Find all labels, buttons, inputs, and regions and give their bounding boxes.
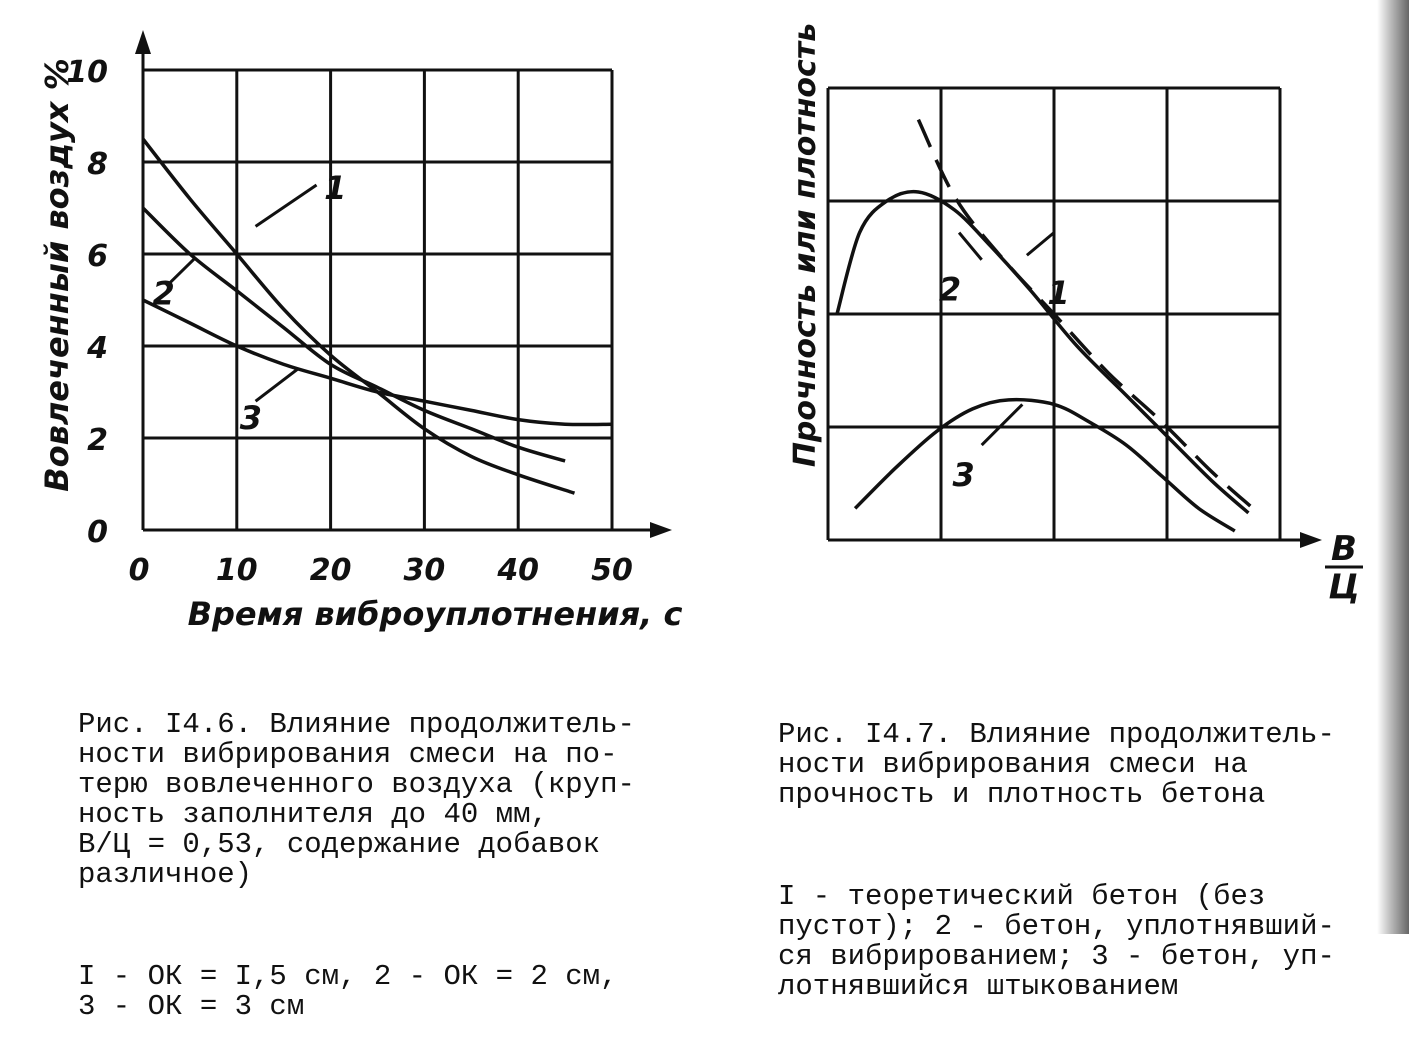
chart1-series <box>143 139 612 493</box>
chart-air-loss <box>38 30 682 633</box>
figure1-caption <box>78 650 635 1052</box>
chart1-y-axis-label: Вовлеченный воздух % <box>38 58 76 492</box>
chart1-x-tick-label: 40 <box>497 553 540 588</box>
figure2-caption-title: Рис. I4.7. Влияние продолжитель- ности вибрирования смеси на прочность и плотность бетона <box>778 718 1335 811</box>
figure1-caption-title: Рис. I4.6. Влияние продолжитель- ности вибрирования смеси на по- терю вовлеченного воздуха (круп- ность заполнителя до 40 мм, В/Ц = 0,53, содержание добавок различное) <box>78 708 635 891</box>
chart1-tick-labels <box>66 55 633 588</box>
chart1-y-tick-label: 10 <box>66 55 108 90</box>
chart1-x-tick-label: 0 <box>128 553 150 588</box>
chart2-x-label-numerator: В <box>1331 529 1357 569</box>
chart1-y-tick-label: 8 <box>87 147 108 182</box>
chart2-y-axis-label: Прочность или плотность <box>788 22 823 468</box>
chart1-x-axis-label: Время виброуплотнения, с <box>187 595 683 633</box>
chart1-y-tick-label: 4 <box>87 331 108 366</box>
chart1-series-line-2 <box>143 208 565 461</box>
chart2-series <box>837 120 1253 531</box>
chart1-y-axis-arrow <box>135 30 151 54</box>
chart2-x-axis-label <box>1325 529 1363 607</box>
chart-strength-density <box>788 23 1363 607</box>
chart1-series-label-3: 3 <box>239 398 263 437</box>
chart1-x-tick-label: 30 <box>403 553 446 588</box>
chart2-series-leader-1 <box>1027 233 1054 256</box>
chart2-series-label-2: 2 <box>938 270 962 309</box>
chart1-series-leader-1 <box>256 185 317 226</box>
chart1-y-tick-label: 2 <box>87 423 108 458</box>
chart1-series-line-3 <box>143 300 612 425</box>
chart1-series-label-2: 2 <box>152 274 175 313</box>
figure2-caption-legend: I - теоретический бетон (без пустот); 2 - бетон, уплотнявший- ся вибрированием; 3 - бетон, уп- лотнявшийся штыкованием <box>778 880 1335 1003</box>
chart1-x-axis-arrow <box>650 522 672 538</box>
chart2-axes <box>828 88 1322 548</box>
scan-shadow-edge <box>1377 0 1409 934</box>
chart1-y-tick-label: 0 <box>87 515 108 550</box>
chart1-axes <box>135 30 672 538</box>
chart1-x-tick-label: 50 <box>591 553 633 588</box>
chart1-x-tick-label: 10 <box>215 553 258 588</box>
chart1-series-line-1 <box>143 139 575 493</box>
chart1-y-tick-label: 6 <box>87 239 108 274</box>
chart2-x-axis-arrow <box>1300 532 1322 548</box>
chart2-x-label-denominator: Ц <box>1328 567 1360 607</box>
chart1-x-tick-label: 20 <box>309 553 352 588</box>
figure2-caption <box>778 660 1335 1032</box>
chart1-series-leader-3 <box>256 369 298 401</box>
chart2-series-leader-3 <box>982 404 1023 445</box>
chart2-series-label-1: 1 <box>1047 273 1070 312</box>
chart2-series-leader-2 <box>959 233 982 260</box>
chart2-series-label-3: 3 <box>952 455 975 494</box>
chart2-series-line-3 <box>855 400 1235 531</box>
figure1-caption-legend: I - ОК = I,5 см, 2 - ОК = 2 см, 3 - ОК = 3 см <box>78 960 618 1023</box>
chart1-series-label-1: 1 <box>324 168 347 207</box>
chart1-grid <box>143 70 612 530</box>
